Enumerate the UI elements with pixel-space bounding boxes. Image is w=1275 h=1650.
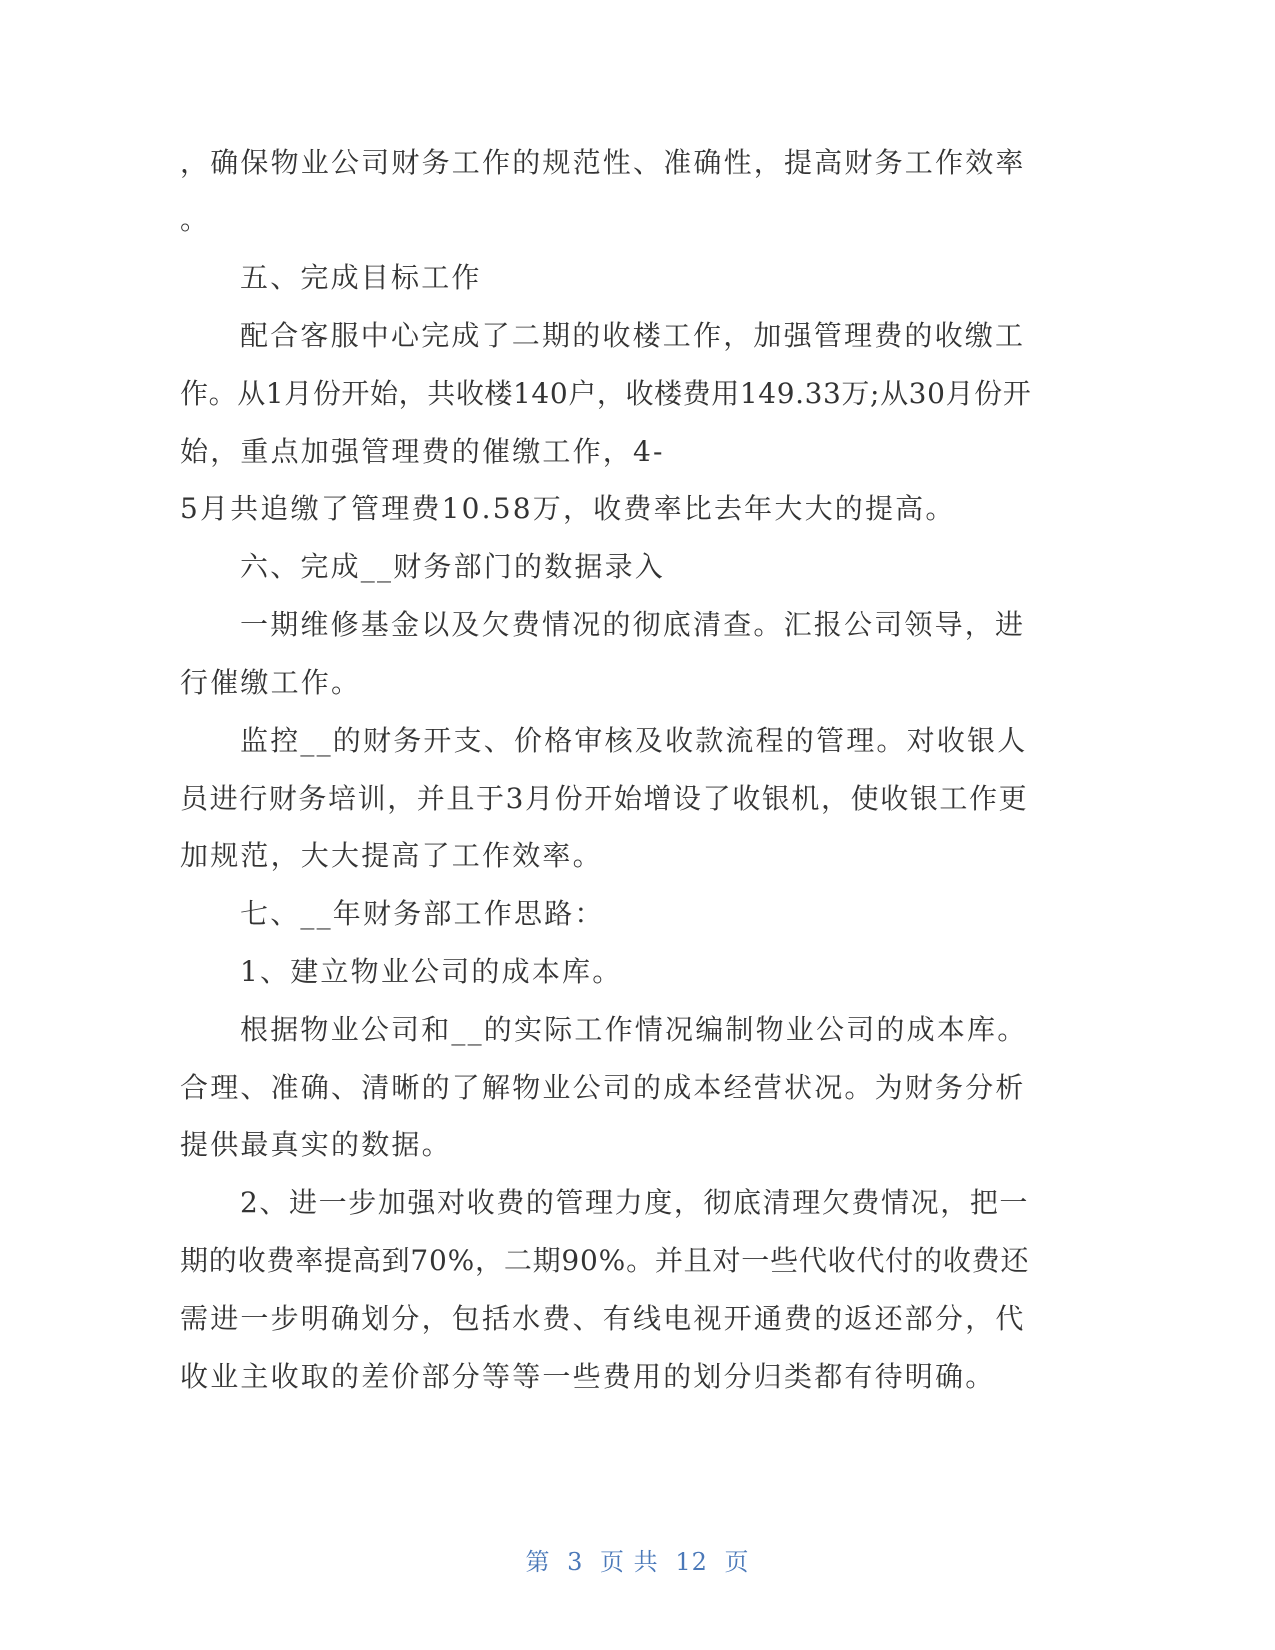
section-heading: 七、__年财务部工作思路： (240, 897, 605, 930)
text-line: 需进一步明确划分，包括水费、有线电视开通费的返还部分，代 (180, 1302, 1026, 1335)
list-item: 2、进一步加强对收费的管理力度，彻底清理欠费情况，把一 (240, 1186, 1030, 1219)
text-line: 合理、准确、清晰的了解物业公司的成本经营状况。为财务分析 (180, 1071, 1026, 1104)
text-line: 加规范，大大提高了工作效率。 (180, 839, 603, 872)
footer-middle: 页 共 (600, 1548, 659, 1576)
text-line: ，确保物业公司财务工作的规范性、准确性，提高财务工作效率 (180, 146, 1026, 179)
footer-prefix: 第 (525, 1548, 551, 1576)
text-line: 5月共追缴了管理费10.58万，收费率比去年大大的提高。 (180, 492, 956, 525)
section-heading: 五、完成目标工作 (240, 261, 482, 294)
page-number-footer (0, 1547, 1275, 1577)
footer-suffix: 页 (724, 1548, 750, 1576)
text-line: 配合客服中心完成了二期的收楼工作，加强管理费的收缴工 (240, 319, 1026, 352)
text-line: 收业主收取的差价部分等等一些费用的划分归类都有待明确。 (180, 1360, 996, 1393)
text-line: 提供最真实的数据。 (180, 1128, 452, 1161)
text-line: 作。从1月份开始，共收楼140户，收楼费用149.33万;从30月份开 (180, 377, 1032, 410)
text-line: 监控__的财务开支、价格审核及收款流程的管理。对收银人 (240, 724, 1028, 757)
text-line: 一期维修基金以及欠费情况的彻底清查。汇报公司领导，进 (240, 608, 1026, 641)
text-line: 始，重点加强管理费的催缴工作，4- (180, 435, 665, 468)
section-heading: 六、完成__财务部门的数据录入 (240, 550, 666, 583)
total-pages-number: 12 (675, 1548, 708, 1576)
list-item: 1、建立物业公司的成本库。 (240, 955, 623, 988)
text-line: 。 (180, 203, 211, 236)
text-line: 行催缴工作。 (180, 666, 362, 699)
text-line: 员进行财务培训，并且于3月份开始增设了收银机，使收银工作更 (180, 782, 1029, 815)
text-line: 期的收费率提高到70%，二期90%。并且对一些代收代付的收费还 (180, 1244, 1030, 1277)
text-line: 根据物业公司和__的实际工作情况编制物业公司的成本库。 (240, 1013, 1028, 1046)
current-page-number: 3 (567, 1548, 584, 1576)
